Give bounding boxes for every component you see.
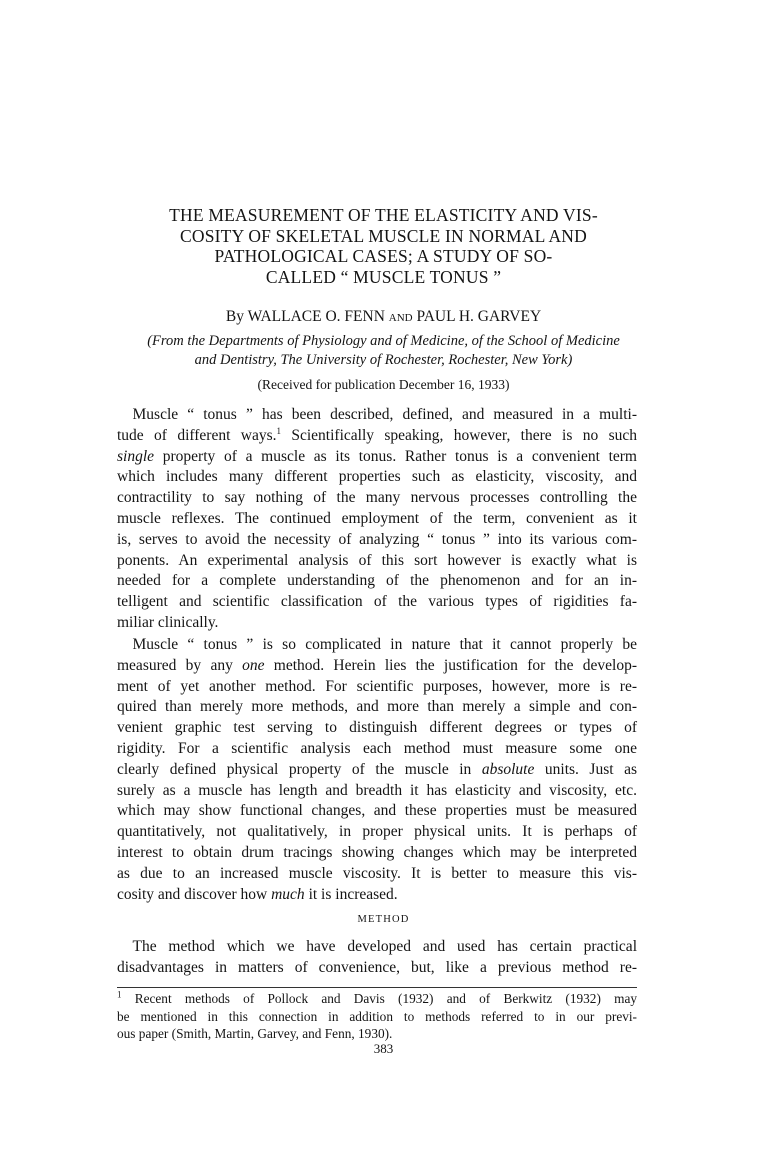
- emphasis: much: [271, 885, 305, 903]
- text-line: as due to an increased muscle viscosity. It is better to measure this vis-: [117, 864, 637, 882]
- text-line: which includes many different properties such as elasticity, viscosity, and: [117, 468, 637, 486]
- text-line: ment of yet another method. For scientific purposes, however, more is re-: [117, 677, 637, 695]
- text-span: tude of different ways.: [117, 426, 277, 444]
- text-line: surely as a muscle has length and breadth it has elasticity and viscosity, etc.: [117, 781, 637, 799]
- text-line: The method which we have developed and used has certain practical: [117, 938, 637, 955]
- emphasis: absolute: [481, 760, 535, 778]
- body-paragraph: [117, 405, 637, 634]
- title-line: COSITY OF SKELETAL MUSCLE IN NORMAL AND: [180, 225, 587, 246]
- text-line: is, serves to avoid the necessity of analyzing “ tonus ” into its various com-: [117, 530, 637, 548]
- footnote: [117, 990, 637, 1043]
- and-label: AND: [388, 312, 413, 324]
- footnote-line: be mentioned in this connection in addition to methods referred to in our previ-: [117, 1008, 637, 1024]
- text-span: clearly defined physical property of the muscle in: [117, 760, 482, 778]
- text-line: [117, 760, 637, 781]
- footnote-ref: 1: [276, 425, 281, 436]
- text-line: quantitatively, not qualitatively, in proper physical units. It is perhaps of: [117, 823, 637, 841]
- text-span: Recent methods of Pollock and Davis (1932) and of Berkwitz (1932) may: [121, 991, 637, 1006]
- text-line: Muscle “ tonus ” has been described, defined, and measured in a multi-: [117, 406, 637, 423]
- text-line: miliar clinically.: [117, 613, 219, 631]
- text-line: telligent and scientific classification of the various types of rigidities fa-: [117, 593, 637, 611]
- by-label: By: [225, 308, 244, 325]
- text-span: Scientifically speaking, however, there is no such: [281, 426, 637, 444]
- affiliation-line: and Dentistry, The University of Rochester, Rochester, New York): [194, 352, 573, 368]
- article-title: [100, 205, 667, 287]
- page-number: 383: [373, 1041, 394, 1056]
- footnote-divider: [117, 987, 637, 988]
- text-line: which may show functional changes, and these properties must be measured: [117, 802, 637, 820]
- text-line: interest to obtain drum tracings showing changes which may be interpreted: [117, 843, 637, 861]
- text-line: [117, 426, 637, 447]
- footnote-line: ous paper (Smith, Martin, Garvey, and Fenn, 1930).: [117, 1026, 393, 1041]
- body-paragraph: [117, 635, 637, 905]
- footnote-marker: 1: [117, 989, 122, 1000]
- affiliation: [100, 332, 667, 370]
- text-line: [117, 656, 637, 677]
- body-paragraph: [117, 937, 637, 979]
- section-heading: METHOD: [357, 914, 410, 925]
- text-line: disadvantages in matters of convenience, but, like a previous method re-: [117, 958, 637, 976]
- text-span: cosity and discover how: [117, 885, 272, 903]
- author-name: WALLACE O. FENN: [247, 308, 385, 325]
- text-span: units. Just as: [534, 760, 637, 778]
- emphasis: one: [242, 656, 265, 674]
- text-span: property of a muscle as its tonus. Rather tonus is a convenient term: [154, 447, 637, 465]
- author-name: PAUL H. GARVEY: [416, 308, 542, 325]
- text-line: [117, 885, 637, 906]
- text-line: rigidity. For a scientific analysis each method must measure some one: [117, 739, 637, 757]
- title-line: THE MEASUREMENT OF THE ELASTICITY AND VIS-: [169, 205, 598, 225]
- text-line: contractility to say nothing of the many nervous processes controlling the: [117, 489, 637, 507]
- text-span: it is increased.: [304, 885, 398, 903]
- title-line: PATHOLOGICAL CASES; A STUDY OF SO-: [214, 246, 553, 266]
- footnote-line: [117, 990, 637, 1008]
- received-date: (Received for publication December 16, 1933): [257, 377, 510, 392]
- text-line: Muscle “ tonus ” is so complicated in nature that it cannot properly be: [117, 636, 637, 653]
- title-line: CALLED “ MUSCLE TONUS ”: [265, 266, 502, 287]
- author-line: [100, 308, 667, 326]
- text-span: measured by any: [117, 656, 243, 674]
- text-line: quired than merely more methods, and more than merely a simple and con-: [117, 698, 637, 716]
- text-line: needed for a complete understanding of the phenomenon and for an in-: [117, 572, 637, 590]
- affiliation-line: (From the Departments of Physiology and of Medicine, of the School of Medicine: [147, 333, 620, 349]
- emphasis: single: [117, 447, 155, 465]
- text-line: muscle reflexes. The continued employment of the term, convenient as it: [117, 509, 637, 527]
- text-span: method. Herein lies the justification for the develop-: [264, 656, 637, 674]
- text-line: [117, 447, 637, 468]
- text-line: venient graphic test serving to distinguish different degrees or types of: [117, 719, 637, 737]
- text-line: ponents. An experimental analysis of this sort however is exactly what is: [117, 551, 637, 569]
